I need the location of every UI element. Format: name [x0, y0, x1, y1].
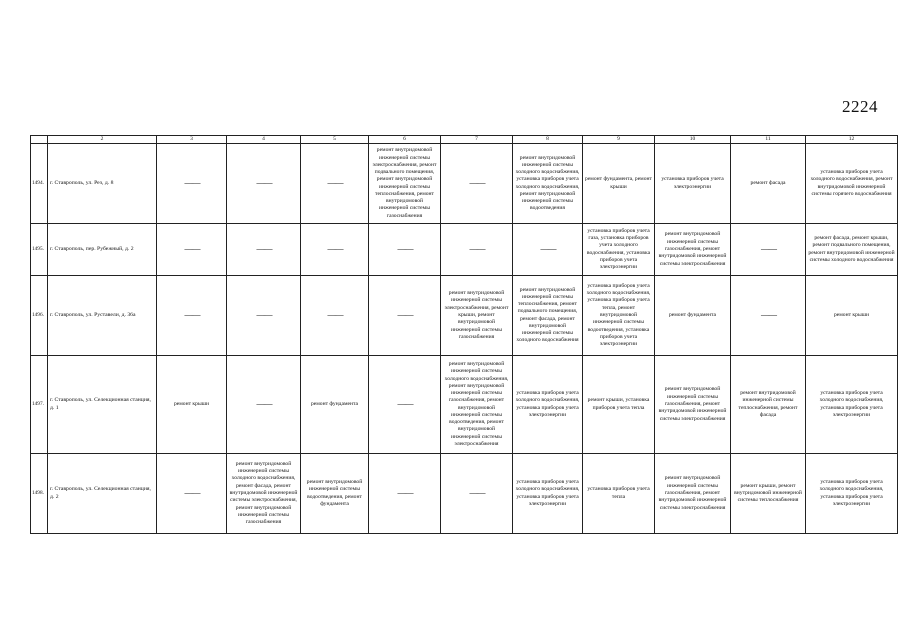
cell: установка приборов учета электроэнергии: [655, 144, 731, 224]
empty-cell-dash: ——: [157, 276, 227, 356]
address-cell: г. Ставрополь, ул. Рез, д. 8: [48, 144, 157, 224]
address-cell: г. Ставрополь, ул. Селекционная станция, д. 2: [48, 454, 157, 534]
cell: установка приборов учета тепла: [583, 454, 655, 534]
cell: установка приборов учета газа, установка приборов учета холодного водоснабжения, установка приборов учета электроэнергии: [583, 224, 655, 276]
cell: ремонт фундамента, ремонт крыши: [583, 144, 655, 224]
row-number: 1494.: [31, 144, 48, 224]
empty-cell-dash: ——: [369, 454, 441, 534]
cell: ремонт крыши, установка приборов учета тепла: [583, 356, 655, 454]
cell: ремонт внутридомовой инженерной системы холодного водоснабжения, ремонт внутридомовой инженерной системы газоснабжения, ремонт внутридомовой инженерной системы водоотведения, ремонт внутридомовой инженерной системы электроснабжения: [441, 356, 513, 454]
table-row: [31, 224, 898, 276]
empty-cell-dash: ——: [369, 224, 441, 276]
cell: ремонт фундамента: [301, 356, 369, 454]
empty-cell-dash: ——: [227, 356, 301, 454]
empty-cell-dash: ——: [513, 224, 583, 276]
empty-cell-dash: ——: [731, 224, 806, 276]
cell: ремонт крыши, ремонт внутридомовой инженерной системы теплоснабжения: [731, 454, 806, 534]
cell: установка приборов учета холодного водоснабжения, установка приборов учета тепла, ремонт внутридомовой инженерной системы водоотведения, установка приборов учета электроэнергии: [583, 276, 655, 356]
header-cell: 6: [369, 136, 441, 144]
empty-cell-dash: ——: [157, 144, 227, 224]
header-cell: 2: [48, 136, 157, 144]
header-row: [31, 136, 898, 144]
cell: ремонт внутридомовой инженерной системы электроснабжения, ремонт крыши, ремонт внутридомовой инженерной системы газоснабжения: [441, 276, 513, 356]
row-number: 1498.: [31, 454, 48, 534]
table-row: [31, 454, 898, 534]
cell: установка приборов учета холодного водоснабжения, ремонт внутридомовой инженерной системы горячего водоснабжения: [806, 144, 898, 224]
empty-cell-dash: ——: [227, 276, 301, 356]
cell: ремонт фундамента: [655, 276, 731, 356]
cell: установка приборов учета холодного водоснабжения, установка приборов учета электроэнергии: [806, 454, 898, 534]
empty-cell-dash: ——: [301, 224, 369, 276]
table-row: [31, 356, 898, 454]
header-cell: 8: [513, 136, 583, 144]
table-row: [31, 276, 898, 356]
cell: установка приборов учета холодного водоснабжения, установка приборов учета электроэнергии: [513, 454, 583, 534]
empty-cell-dash: ——: [441, 144, 513, 224]
empty-cell-dash: ——: [227, 224, 301, 276]
cell: установка приборов учета холодного водоснабжения, установка приборов учета электроэнергии: [806, 356, 898, 454]
empty-cell-dash: ——: [441, 224, 513, 276]
header-cell: 9: [583, 136, 655, 144]
header-cell: 3: [157, 136, 227, 144]
cell: ремонт внутридомовой инженерной системы газоснабжения, ремонт внутридомовой инженерной системы электроснабжения: [655, 454, 731, 534]
empty-cell-dash: ——: [301, 276, 369, 356]
cell: ремонт внутридомовой инженерной системы теплоснабжения, ремонт фасада: [731, 356, 806, 454]
table-row: [31, 144, 898, 224]
header-cell: 11: [731, 136, 806, 144]
cell: ремонт крыши: [806, 276, 898, 356]
cell: ремонт внутридомовой инженерной системы газоснабжения, ремонт внутридомовой инженерной системы электроснабжения: [655, 356, 731, 454]
header-cell: 10: [655, 136, 731, 144]
cell: ремонт фасада: [731, 144, 806, 224]
header-cell: [31, 136, 48, 144]
cell: ремонт внутридомовой инженерной системы теплоснабжения, ремонт подвального помещения, ремонт фасада, ремонт внутридомовой инженерной системы холодного водоснабжения: [513, 276, 583, 356]
header-cell: 4: [227, 136, 301, 144]
cell: ремонт фасада, ремонт крыши, ремонт подвального помещения, ремонт внутридомовой инженерной системы холодного водоснабжения: [806, 224, 898, 276]
empty-cell-dash: ——: [157, 224, 227, 276]
cell: установка приборов учета холодного водоснабжения, установка приборов учета электроэнергии: [513, 356, 583, 454]
row-number: 1497.: [31, 356, 48, 454]
empty-cell-dash: ——: [157, 454, 227, 534]
empty-cell-dash: ——: [731, 276, 806, 356]
cell: ремонт внутридомовой инженерной системы электроснабжения, ремонт подвального помещения, ремонт внутридомовой инженерной системы теплоснабжения, ремонт внутридомовой инженерной системы газоснабжения: [369, 144, 441, 224]
row-number: 1495.: [31, 224, 48, 276]
empty-cell-dash: ——: [301, 144, 369, 224]
cell: ремонт внутридомовой инженерной системы холодного водоснабжения, ремонт фасада, ремонт внутридомовой инженерной системы электроснабжения, ремонт внутридомовой инженерной системы газоснабжения: [227, 454, 301, 534]
page-number: 2224: [842, 97, 878, 116]
empty-cell-dash: ——: [369, 356, 441, 454]
repair-schedule-table: [30, 135, 898, 534]
empty-cell-dash: ——: [441, 454, 513, 534]
address-cell: г. Ставрополь, пер. Рубежный, д. 2: [48, 224, 157, 276]
cell: ремонт крыши: [157, 356, 227, 454]
empty-cell-dash: ——: [227, 144, 301, 224]
address-cell: г. Ставрополь, ул. Руставели, д. 36а: [48, 276, 157, 356]
header-cell: 5: [301, 136, 369, 144]
empty-cell-dash: ——: [369, 276, 441, 356]
header-cell: 12: [806, 136, 898, 144]
cell: ремонт внутридомовой инженерной системы холодного водоснабжения, установка приборов учета холодного водоснабжения, ремонт внутридомовой инженерной системы водоотведения: [513, 144, 583, 224]
cell: ремонт внутридомовой инженерной системы газоснабжения, ремонт внутридомовой инженерной системы электроснабжения: [655, 224, 731, 276]
address-cell: г. Ставрополь, ул. Селекционная станция, д. 1: [48, 356, 157, 454]
header-cell: 7: [441, 136, 513, 144]
cell: ремонт внутридомовой инженерной системы водоотведения, ремонт фундамента: [301, 454, 369, 534]
row-number: 1496.: [31, 276, 48, 356]
